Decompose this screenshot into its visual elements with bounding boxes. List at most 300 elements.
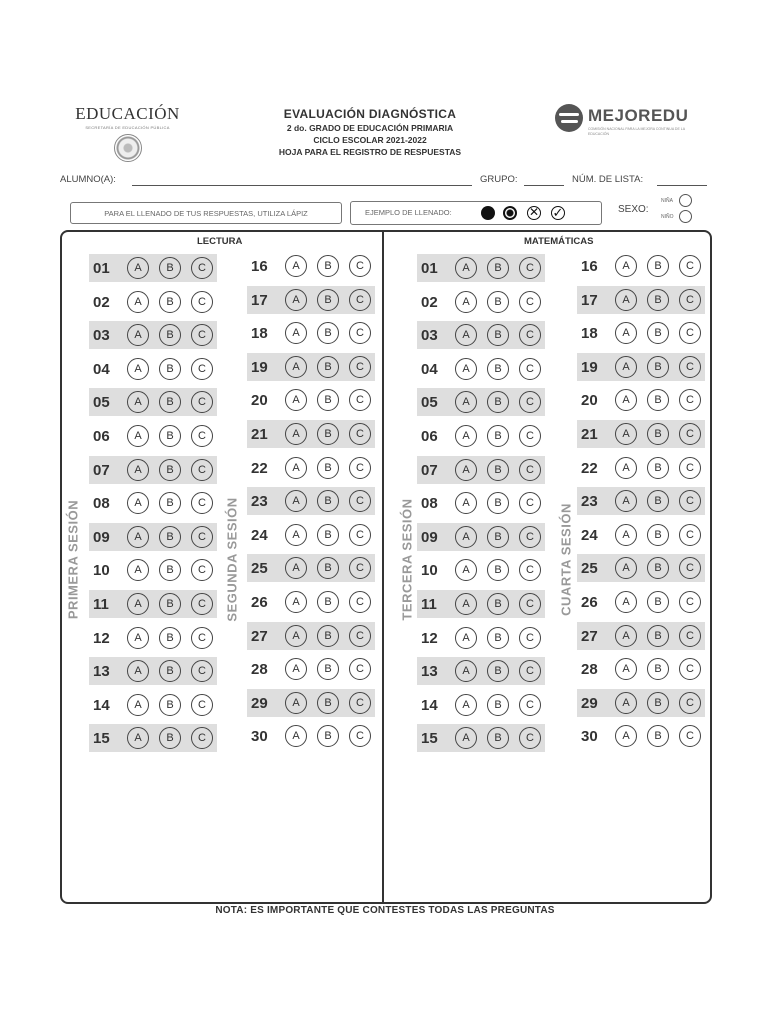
answer-bubble-b[interactable]: B [317, 591, 339, 613]
answer-bubble-c[interactable]: C [679, 658, 701, 680]
answer-bubble-a[interactable]: A [127, 291, 149, 313]
answer-bubble-c[interactable]: C [519, 593, 541, 615]
nino-bubble[interactable] [679, 210, 692, 223]
answer-bubble-a[interactable]: A [615, 725, 637, 747]
question-number: 30 [581, 728, 598, 745]
question-number: 04 [421, 361, 438, 378]
answer-bubble-a[interactable]: A [455, 727, 477, 749]
question-row [247, 655, 375, 683]
question-row [89, 724, 217, 752]
question-number: 14 [93, 697, 110, 714]
session-label-3: TERCERA SESIÓN [399, 498, 415, 621]
question-row [577, 521, 705, 549]
answer-bubble-b[interactable]: B [159, 459, 181, 481]
answer-bubble-c[interactable]: C [519, 694, 541, 716]
answer-bubble-a[interactable]: A [127, 492, 149, 514]
answer-bubble-b[interactable]: B [487, 459, 509, 481]
question-number: 08 [421, 495, 438, 512]
answer-bubble-c[interactable]: C [679, 625, 701, 647]
question-number: 07 [421, 462, 438, 479]
answer-bubble-c[interactable]: C [679, 490, 701, 512]
question-row [89, 355, 217, 383]
mejoredu-logo [555, 104, 715, 144]
answer-bubble-b[interactable]: B [487, 291, 509, 313]
question-number: 09 [421, 529, 438, 546]
answer-bubble-c[interactable]: C [679, 356, 701, 378]
answer-bubble-a[interactable]: A [615, 658, 637, 680]
question-row [417, 657, 545, 685]
answer-bubble-c[interactable]: C [519, 559, 541, 581]
answer-bubble-a[interactable]: A [455, 391, 477, 413]
session-label-4: CUARTA SESIÓN [558, 503, 574, 616]
answer-bubble-c[interactable]: C [679, 725, 701, 747]
answer-bubble-a[interactable]: A [285, 490, 307, 512]
answer-bubble-c[interactable]: C [349, 457, 371, 479]
question-row [577, 622, 705, 650]
question-row [577, 420, 705, 448]
answer-bubble-c[interactable]: C [679, 692, 701, 714]
question-row [417, 422, 545, 450]
answer-bubble-a[interactable]: A [285, 255, 307, 277]
answer-bubble-c[interactable]: C [191, 459, 213, 481]
answer-bubble-a[interactable]: A [127, 257, 149, 279]
question-number: 05 [421, 394, 438, 411]
answer-bubble-a[interactable]: A [127, 627, 149, 649]
answer-bubble-a[interactable]: A [285, 524, 307, 546]
question-number: 26 [581, 594, 598, 611]
mejoredu-logo-subtitle: COMISIÓN NACIONAL PARA LA MEJORA CONTINUA DE LA EDUCACIÓN [588, 127, 685, 136]
question-row [577, 286, 705, 314]
pencil-instruction: PARA EL LLENADO DE TUS RESPUESTAS, UTILIZA LÁPIZ [70, 202, 342, 224]
question-row [247, 386, 375, 414]
answer-bubble-b[interactable]: B [159, 425, 181, 447]
question-row [247, 286, 375, 314]
educacion-logo-subtitle: SECRETARÍA DE EDUCACIÓN PÚBLICA [85, 125, 170, 130]
question-row [417, 489, 545, 517]
answer-bubble-b[interactable]: B [487, 358, 509, 380]
mejoredu-mark-icon [555, 104, 583, 132]
answer-bubble-b[interactable]: B [487, 425, 509, 447]
answer-bubble-b[interactable]: B [317, 692, 339, 714]
answer-bubble-c[interactable]: C [519, 459, 541, 481]
sexo-nino-option[interactable] [661, 214, 674, 220]
question-number: 29 [581, 695, 598, 712]
answer-bubble-c[interactable]: C [349, 389, 371, 411]
answer-bubble-b[interactable]: B [487, 593, 509, 615]
answer-bubble-c[interactable]: C [191, 492, 213, 514]
answer-bubble-a[interactable]: A [615, 255, 637, 277]
check-bubble-icon: ✓ [552, 205, 564, 220]
question-number: 03 [93, 327, 110, 344]
partial-bubble-icon [503, 206, 517, 220]
question-row [89, 523, 217, 551]
answer-bubble-c[interactable]: C [191, 257, 213, 279]
answer-bubble-b[interactable]: B [317, 490, 339, 512]
answer-bubble-b[interactable]: B [159, 526, 181, 548]
question-row [89, 388, 217, 416]
question-row [247, 454, 375, 482]
answer-bubble-a[interactable]: A [455, 324, 477, 346]
answer-bubble-b[interactable]: B [647, 692, 669, 714]
question-row [417, 523, 545, 551]
fill-example [350, 201, 602, 225]
question-number: 17 [251, 292, 268, 309]
answer-bubble-a[interactable]: A [615, 692, 637, 714]
question-number: 28 [251, 661, 268, 678]
answer-bubble-c[interactable]: C [349, 490, 371, 512]
answer-bubble-b[interactable]: B [487, 694, 509, 716]
lista-field[interactable] [657, 185, 707, 186]
answer-bubble-c[interactable]: C [679, 423, 701, 445]
answer-bubble-b[interactable]: B [159, 727, 181, 749]
question-number: 11 [93, 596, 109, 613]
question-number: 03 [421, 327, 438, 344]
question-number: 01 [421, 260, 438, 277]
answer-bubble-b[interactable]: B [159, 324, 181, 346]
question-row [247, 319, 375, 347]
answer-bubble-b[interactable]: B [647, 255, 669, 277]
question-row [577, 353, 705, 381]
answer-bubble-a[interactable]: A [455, 257, 477, 279]
answer-bubble-a[interactable]: A [285, 557, 307, 579]
section-divider [382, 232, 384, 902]
answer-bubble-a[interactable]: A [127, 593, 149, 615]
question-number: 01 [93, 260, 110, 277]
answer-bubble-b[interactable]: B [647, 389, 669, 411]
answer-bubble-c[interactable]: C [519, 425, 541, 447]
answer-bubble-a[interactable]: A [127, 425, 149, 447]
question-number: 13 [93, 663, 110, 680]
question-number: 29 [251, 695, 268, 712]
answer-bubble-b[interactable]: B [159, 593, 181, 615]
answer-bubble-a[interactable]: A [455, 425, 477, 447]
answer-bubble-c[interactable]: C [679, 457, 701, 479]
answer-bubble-c[interactable]: C [519, 291, 541, 313]
question-row [417, 321, 545, 349]
question-number: 18 [581, 325, 598, 342]
answer-bubble-a[interactable]: A [455, 459, 477, 481]
answer-bubble-b[interactable]: B [487, 627, 509, 649]
educacion-logo [70, 104, 185, 162]
answer-bubble-c[interactable]: C [519, 627, 541, 649]
question-row [89, 288, 217, 316]
grupo-field[interactable] [524, 185, 564, 186]
question-number: 30 [251, 728, 268, 745]
question-row [89, 556, 217, 584]
answer-bubble-b[interactable]: B [487, 257, 509, 279]
answer-bubble-c[interactable]: C [679, 389, 701, 411]
answer-bubble-b[interactable]: B [159, 694, 181, 716]
answer-bubble-a[interactable]: A [127, 459, 149, 481]
answer-bubble-a[interactable]: A [455, 660, 477, 682]
answer-bubble-c[interactable]: C [191, 425, 213, 447]
answer-bubble-c[interactable]: C [349, 322, 371, 344]
question-row [89, 624, 217, 652]
answer-bubble-a[interactable]: A [285, 692, 307, 714]
question-number: 23 [251, 493, 268, 510]
nino-label: NIÑO [661, 214, 674, 220]
question-row [417, 288, 545, 316]
answer-bubble-b[interactable]: B [487, 526, 509, 548]
question-row [89, 456, 217, 484]
answer-bubble-b[interactable]: B [647, 658, 669, 680]
question-row [577, 554, 705, 582]
question-row [417, 624, 545, 652]
question-row [247, 554, 375, 582]
answer-bubble-a[interactable]: A [285, 423, 307, 445]
answer-bubble-c[interactable]: C [679, 289, 701, 311]
answer-bubble-c[interactable]: C [519, 492, 541, 514]
answer-bubble-c[interactable]: C [679, 557, 701, 579]
answer-bubble-c[interactable]: C [679, 591, 701, 613]
question-number: 24 [581, 527, 598, 544]
answer-bubble-b[interactable]: B [647, 524, 669, 546]
question-number: 09 [93, 529, 110, 546]
grupo-label: GRUPO: [480, 174, 518, 185]
question-row [247, 622, 375, 650]
sexo-nina-option[interactable] [661, 198, 673, 204]
answer-bubble-c[interactable]: C [349, 725, 371, 747]
question-number: 06 [421, 428, 438, 445]
answer-bubble-a[interactable]: A [127, 559, 149, 581]
answer-bubble-a[interactable]: A [615, 457, 637, 479]
answer-bubble-c[interactable]: C [191, 559, 213, 581]
question-number: 10 [421, 562, 438, 579]
answer-bubble-c[interactable]: C [191, 291, 213, 313]
question-number: 16 [581, 258, 598, 275]
answer-bubble-b[interactable]: B [317, 423, 339, 445]
question-number: 25 [581, 560, 598, 577]
answer-bubble-c[interactable]: C [519, 257, 541, 279]
answer-bubble-b[interactable]: B [647, 591, 669, 613]
answer-bubble-b[interactable]: B [647, 423, 669, 445]
answer-bubble-b[interactable]: B [317, 457, 339, 479]
answer-bubble-b[interactable]: B [159, 559, 181, 581]
answer-bubble-c[interactable]: C [679, 524, 701, 546]
answer-grid-frame [60, 230, 712, 904]
answer-bubble-b[interactable]: B [647, 289, 669, 311]
answer-bubble-b[interactable]: B [647, 457, 669, 479]
answer-bubble-c[interactable]: C [349, 255, 371, 277]
question-row [417, 590, 545, 618]
question-number: 26 [251, 594, 268, 611]
answer-bubble-a[interactable]: A [285, 725, 307, 747]
answer-bubble-a[interactable]: A [285, 389, 307, 411]
question-number: 21 [251, 426, 268, 443]
answer-bubble-b[interactable]: B [487, 492, 509, 514]
question-number: 12 [421, 630, 438, 647]
question-row [417, 388, 545, 416]
answer-bubble-c[interactable]: C [349, 356, 371, 378]
answer-bubble-a[interactable]: A [285, 322, 307, 344]
question-row [417, 724, 545, 752]
answer-bubble-a[interactable]: A [615, 524, 637, 546]
answer-bubble-c[interactable]: C [191, 727, 213, 749]
session-label-1: PRIMERA SESIÓN [65, 499, 81, 620]
answer-bubble-a[interactable]: A [127, 391, 149, 413]
answer-bubble-c[interactable]: C [349, 524, 371, 546]
answer-bubble-a[interactable]: A [455, 627, 477, 649]
answer-bubble-c[interactable]: C [519, 391, 541, 413]
answer-bubble-c[interactable]: C [191, 694, 213, 716]
answer-bubble-a[interactable]: A [455, 526, 477, 548]
answer-bubble-b[interactable]: B [647, 490, 669, 512]
answer-bubble-a[interactable]: A [615, 289, 637, 311]
answer-bubble-b[interactable]: B [317, 389, 339, 411]
question-row [577, 454, 705, 482]
question-row [577, 487, 705, 515]
answer-bubble-a[interactable]: A [285, 289, 307, 311]
answer-bubble-a[interactable]: A [615, 490, 637, 512]
answer-bubble-c[interactable]: C [519, 324, 541, 346]
answer-bubble-c[interactable]: C [349, 692, 371, 714]
question-number: 23 [581, 493, 598, 510]
answer-bubble-c[interactable]: C [519, 526, 541, 548]
answer-bubble-a[interactable]: A [285, 457, 307, 479]
answer-bubble-c[interactable]: C [349, 658, 371, 680]
answer-bubble-b[interactable]: B [159, 391, 181, 413]
answer-bubble-b[interactable]: B [317, 322, 339, 344]
answer-bubble-c[interactable]: C [191, 526, 213, 548]
answer-bubble-b[interactable]: B [159, 257, 181, 279]
question-number: 22 [581, 460, 598, 477]
question-row [417, 355, 545, 383]
answer-bubble-b[interactable]: B [159, 291, 181, 313]
answer-bubble-b[interactable]: B [487, 324, 509, 346]
footer-note: NOTA: ES IMPORTANTE QUE CONTESTES TODAS LAS PREGUNTAS [215, 905, 555, 916]
question-number: 04 [93, 361, 110, 378]
answer-bubble-a[interactable]: A [615, 591, 637, 613]
answer-bubble-a[interactable]: A [615, 356, 637, 378]
question-row [89, 422, 217, 450]
question-number: 11 [421, 596, 437, 613]
answer-bubble-a[interactable]: A [285, 658, 307, 680]
answer-bubble-b[interactable]: B [647, 356, 669, 378]
national-seal-icon [114, 134, 142, 162]
answer-bubble-a[interactable]: A [455, 593, 477, 615]
answer-bubble-a[interactable]: A [285, 591, 307, 613]
answer-bubble-a[interactable]: A [127, 660, 149, 682]
nina-bubble[interactable] [679, 194, 692, 207]
answer-bubble-b[interactable]: B [317, 255, 339, 277]
answer-sheet [55, 92, 715, 927]
answer-bubble-b[interactable]: B [317, 524, 339, 546]
question-row [417, 254, 545, 282]
answer-bubble-b[interactable]: B [317, 557, 339, 579]
answer-bubble-b[interactable]: B [159, 627, 181, 649]
answer-bubble-c[interactable]: C [191, 391, 213, 413]
answer-bubble-b[interactable]: B [317, 356, 339, 378]
answer-bubble-a[interactable]: A [455, 492, 477, 514]
answer-bubble-c[interactable]: C [349, 557, 371, 579]
question-number: 16 [251, 258, 268, 275]
answer-bubble-b[interactable]: B [317, 725, 339, 747]
answer-bubble-b[interactable]: B [647, 557, 669, 579]
question-row [417, 556, 545, 584]
school-cycle: CICLO ESCOLAR 2021-2022 [313, 135, 427, 145]
answer-bubble-c[interactable]: C [519, 358, 541, 380]
question-row [89, 254, 217, 282]
question-number: 02 [421, 294, 438, 311]
answer-bubble-c[interactable]: C [679, 322, 701, 344]
answer-bubble-c[interactable]: C [191, 593, 213, 615]
question-number: 21 [581, 426, 598, 443]
question-number: 08 [93, 495, 110, 512]
answer-bubble-a[interactable]: A [455, 559, 477, 581]
answer-bubble-b[interactable]: B [487, 727, 509, 749]
answer-bubble-c[interactable]: C [349, 289, 371, 311]
answer-bubble-c[interactable]: C [349, 625, 371, 647]
answer-bubble-b[interactable]: B [647, 322, 669, 344]
answer-bubble-c[interactable]: C [349, 423, 371, 445]
question-row [247, 420, 375, 448]
answer-bubble-c[interactable]: C [519, 660, 541, 682]
question-number: 05 [93, 394, 110, 411]
answer-bubble-c[interactable]: C [349, 591, 371, 613]
question-number: 25 [251, 560, 268, 577]
answer-bubble-b[interactable]: B [317, 625, 339, 647]
question-number: 18 [251, 325, 268, 342]
answer-bubble-a[interactable]: A [127, 727, 149, 749]
question-row [247, 487, 375, 515]
answer-bubble-c[interactable]: C [191, 627, 213, 649]
answer-bubble-c[interactable]: C [191, 660, 213, 682]
answer-bubble-a[interactable]: A [455, 694, 477, 716]
question-number: 28 [581, 661, 598, 678]
answer-bubble-b[interactable]: B [317, 658, 339, 680]
question-number: 12 [93, 630, 110, 647]
answer-bubble-a[interactable]: A [615, 625, 637, 647]
answer-bubble-b[interactable]: B [647, 625, 669, 647]
question-number: 13 [421, 663, 438, 680]
answer-bubble-c[interactable]: C [191, 324, 213, 346]
answer-bubble-a[interactable]: A [615, 322, 637, 344]
answer-bubble-c[interactable]: C [519, 727, 541, 749]
answer-bubble-a[interactable]: A [127, 694, 149, 716]
answer-bubble-a[interactable]: A [615, 557, 637, 579]
answer-bubble-c[interactable]: C [679, 255, 701, 277]
question-number: 20 [251, 392, 268, 409]
question-row [577, 588, 705, 616]
answer-bubble-a[interactable]: A [455, 291, 477, 313]
answer-bubble-b[interactable]: B [487, 660, 509, 682]
answer-bubble-b[interactable]: B [487, 559, 509, 581]
question-row [89, 590, 217, 618]
answer-bubble-b[interactable]: B [317, 289, 339, 311]
nina-label: NIÑA [661, 198, 673, 204]
answer-bubble-c[interactable]: C [191, 358, 213, 380]
answer-bubble-a[interactable]: A [455, 358, 477, 380]
question-row [89, 489, 217, 517]
alumno-field[interactable] [132, 185, 472, 186]
answer-bubble-a[interactable]: A [127, 526, 149, 548]
answer-bubble-b[interactable]: B [159, 660, 181, 682]
answer-bubble-a[interactable]: A [615, 389, 637, 411]
answer-bubble-b[interactable]: B [159, 358, 181, 380]
answer-bubble-b[interactable]: B [647, 725, 669, 747]
answer-bubble-a[interactable]: A [127, 324, 149, 346]
answer-bubble-b[interactable]: B [487, 391, 509, 413]
answer-bubble-a[interactable]: A [285, 625, 307, 647]
answer-bubble-a[interactable]: A [615, 423, 637, 445]
answer-bubble-b[interactable]: B [159, 492, 181, 514]
answer-bubble-a[interactable]: A [127, 358, 149, 380]
question-row [247, 353, 375, 381]
answer-bubble-a[interactable]: A [285, 356, 307, 378]
educacion-logo-text: EDUCACIÓN [75, 104, 180, 123]
question-number: 19 [251, 359, 268, 376]
x-bubble-icon: ✕ [528, 205, 540, 219]
